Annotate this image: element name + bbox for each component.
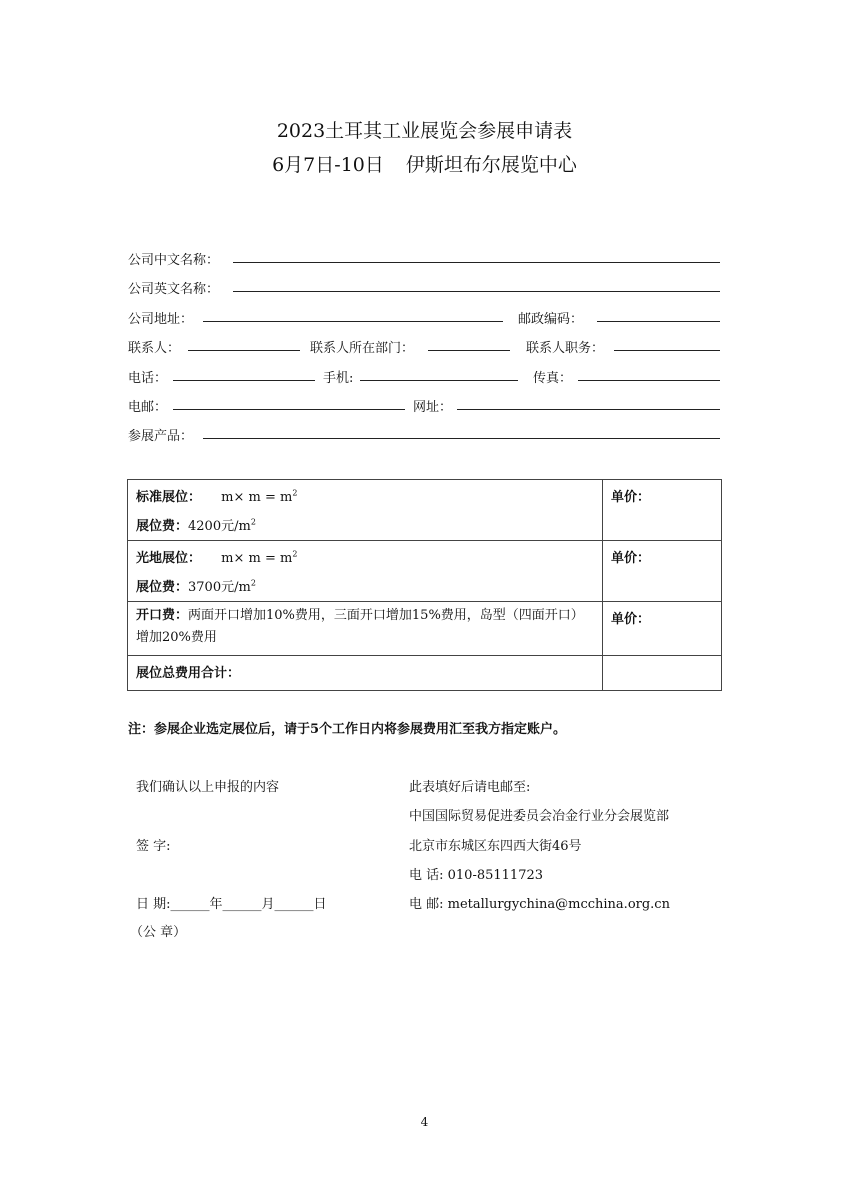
fax-field[interactable] <box>578 380 720 381</box>
fee-table <box>127 479 722 691</box>
raw-fee-value: 3700元/m <box>188 580 251 595</box>
event-venue: 伊斯坦布尔展览中心 <box>405 154 577 176</box>
superscript-2: 2 <box>250 517 256 527</box>
company-cn-label: 公司中文名称： <box>128 253 220 268</box>
products-label: 参展产品： <box>128 429 194 444</box>
mobile-field[interactable] <box>360 380 518 381</box>
superscript-2: 2 <box>250 578 256 588</box>
event-dates: 6月7日-10日 <box>272 154 384 176</box>
contact-phone: 电 话: 010-85111723 <box>409 868 544 883</box>
standard-fee-label: 展位费： <box>136 519 189 534</box>
raw-space-cell <box>128 541 603 602</box>
contact-org: 中国国际贸易促进委员会冶金行业分会展览部 <box>409 809 670 824</box>
unit-price-cell[interactable]: 单价： <box>603 602 722 656</box>
mobile-label: 手机: <box>323 371 354 386</box>
page-number: 4 <box>420 1115 429 1129</box>
payment-note: 注：参展企业选定展位后，请于5个工作日内将参展费用汇至我方指定账户。 <box>128 722 567 737</box>
table-row <box>128 480 722 541</box>
company-en-field[interactable] <box>233 291 720 292</box>
postcode-field[interactable] <box>597 321 720 322</box>
table-row <box>128 602 722 656</box>
email-field[interactable] <box>173 409 405 410</box>
products-field[interactable] <box>203 438 720 439</box>
raw-space-label: 光地展位： <box>136 551 202 566</box>
raw-space-dims[interactable]: m× m = m <box>221 551 293 566</box>
opening-fee-cell <box>128 602 603 656</box>
total-value-cell[interactable] <box>603 656 722 691</box>
address-label: 公司地址： <box>128 312 194 327</box>
signature-line[interactable]: 签 字: <box>136 839 171 854</box>
standard-fee-value: 4200元/m <box>188 519 251 534</box>
phone-label: 电话： <box>128 371 168 386</box>
standard-booth-label: 标准展位： <box>136 490 202 505</box>
table-row <box>128 656 722 691</box>
contact-field[interactable] <box>188 350 300 351</box>
raw-fee-label: 展位费： <box>136 580 189 595</box>
superscript-2: 2 <box>292 488 298 498</box>
postcode-label: 邮政编码： <box>518 312 584 327</box>
date-line[interactable]: 日 期:______年______月______日 <box>136 897 327 912</box>
opening-fee-desc: 两面开口增加10%费用，三面开口增加15%费用，岛型（四面开口）增加20%费用 <box>136 608 584 645</box>
superscript-2: 2 <box>292 549 298 559</box>
website-label: 网址： <box>413 400 453 415</box>
unit-price-cell[interactable]: 单价： <box>603 541 722 602</box>
opening-fee-label: 开口费： <box>136 608 189 623</box>
event-subtitle <box>0 150 849 177</box>
standard-booth-cell <box>128 480 603 541</box>
website-field[interactable] <box>457 409 720 410</box>
seal-label: （公 章） <box>130 925 187 940</box>
total-label: 展位总费用合计： <box>136 666 241 681</box>
form-title: 2023土耳其工业展览会参展申请表 <box>276 120 573 142</box>
contact-email: 电 邮: metallurgychina@mcchina.org.cn <box>409 897 670 912</box>
position-field[interactable] <box>614 350 720 351</box>
position-label: 联系人职务： <box>526 341 605 356</box>
email-label: 电邮： <box>128 400 168 415</box>
dept-label: 联系人所在部门： <box>310 341 415 356</box>
contact-intro: 此表填好后请电邮至: <box>409 780 531 795</box>
total-cell <box>128 656 603 691</box>
table-row <box>128 541 722 602</box>
company-cn-field[interactable] <box>233 262 720 263</box>
phone-field[interactable] <box>173 380 315 381</box>
standard-booth-dims[interactable]: m× m = m <box>221 490 293 505</box>
contact-label: 联系人： <box>128 341 181 356</box>
confirm-statement: 我们确认以上申报的内容 <box>136 780 280 795</box>
contact-address: 北京市东城区东四西大街46号 <box>409 839 582 854</box>
fax-label: 传真： <box>533 371 573 386</box>
dept-field[interactable] <box>428 350 510 351</box>
address-field[interactable] <box>203 321 503 322</box>
company-en-label: 公司英文名称： <box>128 282 220 297</box>
unit-price-cell[interactable]: 单价： <box>603 480 722 541</box>
